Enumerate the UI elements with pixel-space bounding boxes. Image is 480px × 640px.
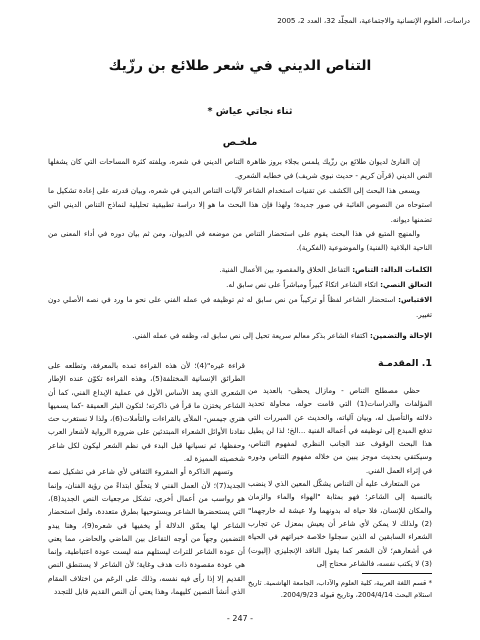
body-paragraph: وتسهم الذاكرة أو المقروء الثقافي لأي شاعر في تشكيل نصه الجديد(7)؛ لأن العمل الفني لا يتخلّق ابتداءً من رؤية الفنان، وإنما هو رواسب من أعمال أخرى، تشكل مرجعيات النص الجديد(8)، التي يستحضرها الشاعر ويستوحيها بطرق متعددة، ولعل استحضار الشاعر لها يعمّق الدلالة أو يخفيها في شعره(9)، وهنا يبدو التضمين وجهاً من أوجه التفاعل بين الماضي والحاضر، مما يعني أن عودة الشاعر للتراث ليستلهم منه ليست عودة اعتباطية، وإنما هي عودة مقصودة ذات هدف وغاية؛ لأن الشاعر لا يستنطق النص القديم إلا إذا رأى فيه نفسه، وذلك على الرغم من اختلاف المقام الذي أنشأ النصين كليهما، وهذا يعني أن النص القديم قابل للتجدد bbox=[48, 467, 245, 597]
abstract-paragraph: ويسعى هذا البحث إلى الكشف عن تقنيات استخدام الشاعر لآليات التناص الديني في شعره، وبيان قدرته على إعادة تشكيل ما استوحاه من النصوص الغائبة في صور جديدة؛ ولهذا فإن هذا البحث ما هو إلا دراسة تطبيقية تحليلية لنماذج التناص الديني التي تضمنها ديوانه. bbox=[48, 185, 432, 224]
abstract-paragraph: إن القارئ لديوان طلائع بن رزّيك يلمس بجلاء بروز ظاهرة التناص الديني في شعره، ويلفته كثرة المساحات التي كان يشغلها النص الديني (قرآن كريم - حديث نبوي شريف) في خطابه الشعري. bbox=[48, 157, 432, 181]
abstract-heading: ملخـص bbox=[222, 137, 258, 148]
keyword-term: الاقتباس: bbox=[398, 295, 432, 304]
keyword-definition: استحضار الشاعر لفظاً أو تركيباً من نص سابق له ثم توظيفه في عمله الفني على نحو ما ورد في نصه الأصلي دون تغيير. bbox=[48, 295, 432, 319]
keywords-label: الكلمات الدالة: bbox=[380, 265, 432, 274]
body-paragraph: من المتعارف عليه أن التناص يشكّل المعين الذي لا ينضب بالنسبة إلى الشاعر؛ فهو بمثابة "الهواء والماء والزمان والمكان للإنسان، فلا حياة له بدونهما ولا عيشة له خارجهما"(2) ولذلك لا يمكن لأي شاعر أن يعيش بمعزل عن تجارب الشعراء السابقين له الذين سجلوا خلاصة خبراتهم في الحياة في أشعارهم؛ لأن الشعر كما يقول الناقد الإنجليزي (إليوت)(3) لا يكتب نفسه، فالشاعر محتاج إلى bbox=[248, 479, 432, 568]
keyword-line bbox=[48, 292, 432, 322]
keyword-line bbox=[48, 262, 432, 277]
abstract-body bbox=[48, 155, 432, 256]
article-title: التناص الديني في شعر طلائع بن رزّيك bbox=[108, 58, 372, 74]
author-name: ثناء نجاتي عياش * bbox=[207, 106, 293, 117]
body-paragraph: قراءة غيره"(4)؛ لأن هذه القراءة تمده بالمعرفة، وتطلعه على الطرائق الإنسانية المختلفة(5)، وهذه القراءة تكوّن عنده الإطار الشعري الذي يعد الأساس الأول في عملية الإبداع الفني، كما أن الشاعر يختزن ما قرأ في ذاكرته؛ لتكون البئر العميقة -كما يسميها هنري جيمس- الملأى بالقراءات والتأملات(6)، ولذا لا نستغرب حث نقادنا الأوائل الشعراء المبتدئين على ضرورة الرواية لأشعار العرب وحفظها، ثم نسيانها قبل البدء في نظم الشعر ليكون لكل شاعر شخصيته المميزة له. bbox=[48, 361, 245, 464]
keyword-line bbox=[48, 328, 432, 343]
section-heading-introduction: 1. المقدمـة bbox=[378, 358, 432, 369]
keyword-definition: اكتفاء الشاعر بذكر معالم سريعة تحيل إلى نص سابق له، وظفه في عمله الفني. bbox=[132, 331, 368, 340]
body-column-left bbox=[48, 359, 245, 611]
author-footnote: * قسم اللغة العربية، كلية العلوم والآداب، الجامعة الهاشمية. تاريخ استلام البحث 2004/4/14، وتاريخ قبوله 2004/9/23. bbox=[248, 579, 432, 599]
keyword-term: الإحالة والتضمين: bbox=[370, 331, 432, 340]
keyword-term: التعالق النصي: bbox=[380, 280, 432, 289]
body-paragraph: حظي مصطلح التناص - ومازال يحظى- بالعديد من المؤلفات والدراسات(1) التي قامت حوله، محاولة تحديد دلالته والتأصيل له، وبيان آلياته، والحديث عن المبررات التي تدفع المبدع إلى توظيفه في أعماله الفنية ...الخ؛ لذا لن يطيل هذا البحث الوقوف عند الجانب النظري لمفهوم التناص، وسيكتفي بحديث موجز يبين من خلاله مفهوم التناص ودوره في إثراء العمل الفني. bbox=[248, 386, 432, 475]
footnote-separator bbox=[362, 573, 432, 574]
keywords-block bbox=[48, 262, 432, 343]
keyword-definition: التفاعل الخلاق والمقصود بين الأعمال الفنية. bbox=[219, 265, 350, 274]
body-column-right bbox=[248, 384, 432, 570]
keyword-definition: اتكاء الشاعر اتكاءً كبيراً ومباشراً على نص سابق له. bbox=[226, 280, 378, 289]
running-head: دراسات، العلوم الإنسانية والاجتماعية، المجلّد 32، العدد 2، 2005 bbox=[277, 16, 470, 25]
abstract-paragraph: والمنهج المتبع في هذا البحث يقوم على استحضار التناص من موضعه في الديوان، ومن ثم بيان دوره في أداء المعنى من الناحية البلاغية (الفنية) والموضوعية (الفكرية). bbox=[48, 229, 432, 253]
keyword-term: التناص: bbox=[352, 265, 379, 274]
page-number: - 247 - bbox=[226, 614, 254, 623]
keyword-line bbox=[48, 277, 432, 292]
